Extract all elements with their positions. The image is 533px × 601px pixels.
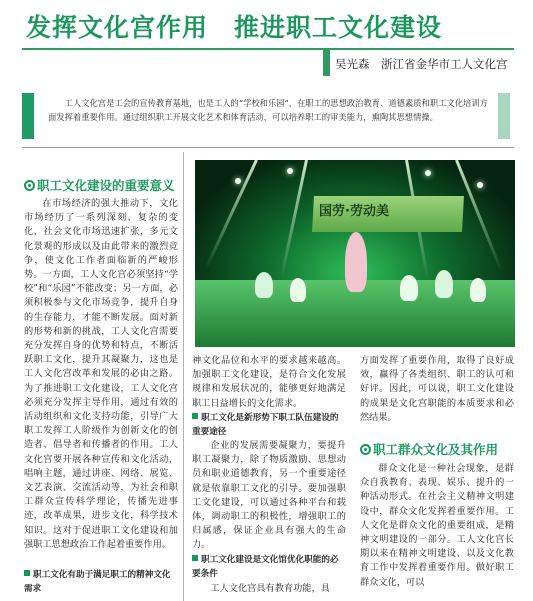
section-heading-mass-culture bbox=[360, 440, 498, 458]
title-rule bbox=[22, 48, 514, 50]
middle-paragraph-education: 工人文化宫具有教育功能，具 bbox=[210, 583, 330, 594]
dancer bbox=[470, 278, 486, 302]
stage-light bbox=[425, 170, 431, 176]
section-bullet-icon bbox=[24, 180, 35, 191]
subheading-text: 职工文化建设是文化馆优化职能的必要条件 bbox=[192, 555, 339, 579]
stage-performance-photo bbox=[195, 160, 515, 347]
section1-paragraph: 在市场经济的强大推动下，文化市场经历了一系列深刻、复杂的变化，社会文化市场迅速扩张，多元文化景观的形成以及由此带来的激烈竞争，使文化工作者面临新的严峻形势。一方面，工人文化宫必须坚持“学校”和“乐园”不能改变；另一方面，必须积极参与文化市场竞争，提升自身的生存能力，才能不断发展。面对新的形势和新的挑战，工人文化宫需要充分发挥自身的优势和特点，不断活跃职工文化，提升其凝聚力，这也是工人文化宫改革和发展的必由之路。为了推进职工文化建设，工人文化宫必须充分发挥主导作用，通过有效的活动组织和文化支持功能，引导广大职工发挥工人阶级作为创新文化的创造者、倡导者和传播者的作用。工人文化宫要开展各种宣传和文化活动，唱响主题，通过讲座、网络、展览、文艺表演、交流活动等，为社会和职工群众宣传科学理论，传播先进事迹，改革成果，进步文化，科学技术知识。这对于促进职工文化建设和加强职工思想政治工作起着重要作用。 bbox=[24, 198, 178, 550]
stage-light bbox=[235, 178, 241, 184]
dancer bbox=[435, 270, 453, 298]
abstract-bar-left bbox=[22, 93, 34, 139]
section-bullet-icon bbox=[360, 444, 371, 455]
column-divider bbox=[183, 152, 184, 601]
dancer bbox=[290, 278, 306, 302]
square-bullet-icon bbox=[192, 413, 198, 419]
lead-dancer bbox=[345, 232, 367, 292]
abstract-bar-right bbox=[498, 93, 510, 139]
author-line: 吴光森 浙江省金华市工人文化宫 bbox=[335, 57, 508, 71]
dancer bbox=[255, 272, 273, 298]
dancer bbox=[400, 275, 418, 301]
right-lead-paragraph: 方面发挥了重要作用，取得了良好成效，赢得了各类组织、职工的认可和好评。因此，可以说，职工文化建设的成果是文化宫职能的本质要求和必然结果。 bbox=[360, 355, 514, 423]
right-paragraph-mass-culture: 群众文化是一种社会现象，是群众自我教育、表现、娱乐、提升的一种活动形式。在社会主义精神文明建设中，群众文化发挥着重要作用。工人文化是群众文化的重要组成，是精神文明建设的一部分。工人文化宫长期以来在精神文明建设、以及文化教育工作中发挥着重要作用。做好职工群众文化，可以 bbox=[360, 463, 514, 588]
subheading-workforce bbox=[192, 411, 346, 439]
middle-paragraph-cohesion: 企业的发展需要凝聚力，要提升职工凝聚力，除了物质激励、思想动员和职业道德教育，另一个重要途径就是依靠职工文化的引导。要加强职工文化建设，可以通过各种平台和载体，调动职工的积极性，增强职工的归属感，保证企业具有强大的生命力。 bbox=[192, 440, 346, 551]
spotlight-beam bbox=[204, 160, 257, 269]
subheading-text: 职工文化有助于满足职工的精神文化需求 bbox=[24, 570, 171, 594]
middle-lead-paragraph: 神文化品位和水平的要求越来越高。加强职工文化建设，是符合文化发展规律和发展状况的，能够更好地满足职工日益增长的文化需求。 bbox=[192, 355, 346, 409]
author-marker bbox=[323, 50, 330, 76]
spotlight-beam bbox=[280, 160, 308, 278]
article-title: 发挥文化宫作用 推进职工文化建设 bbox=[26, 13, 443, 42]
subheading-text: 职工文化是新形势下职工队伍建设的重要途径 bbox=[192, 413, 339, 437]
square-bullet-icon bbox=[192, 555, 198, 561]
square-bullet-icon bbox=[24, 570, 30, 576]
section-heading-significance bbox=[24, 176, 175, 194]
stage-banner-text: 国劳·劳动美 bbox=[319, 204, 389, 219]
abstract-text: 工人文化宫是工会的宣传教育基地，也是工人的“学校和乐园”，在职工的思想政治教育、道德素质和职工文化培训方面发挥着重要作用。通过组织职工开展文化艺术和体育活动，可以培养职工的审美能力，熏陶其思想情操。 bbox=[48, 98, 488, 122]
section-divider bbox=[22, 147, 514, 148]
stage-light bbox=[287, 168, 293, 174]
section-heading-text: 职工群众文化及其作用 bbox=[373, 442, 499, 457]
subheading-spiritual-needs bbox=[24, 568, 178, 596]
stage-light bbox=[477, 182, 483, 188]
subheading-function bbox=[192, 553, 346, 581]
section-heading-text: 职工文化建设的重要意义 bbox=[37, 178, 175, 193]
